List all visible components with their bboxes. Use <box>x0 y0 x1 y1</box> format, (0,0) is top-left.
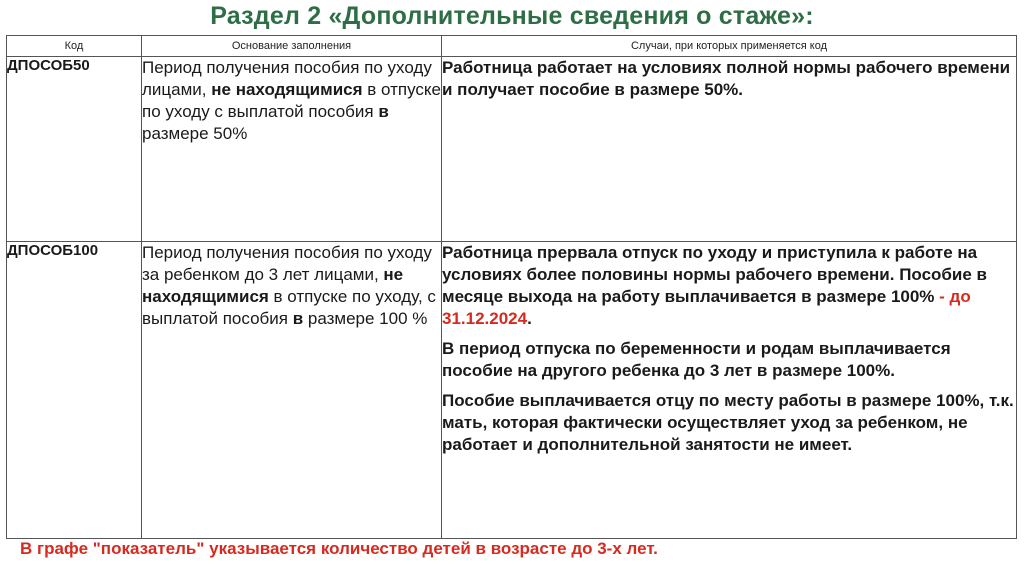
code-cell: ДПОСОБ50 <box>7 57 142 242</box>
table-row <box>7 242 1017 539</box>
basis-text: в отпуске по уходу, с выплатой пособия <box>142 287 436 328</box>
table-header-row <box>7 36 1017 57</box>
case-paragraph: Пособие выплачивается отцу по месту работы в размере 100%, т.к. мать, которая фактически осуществляет уход за ребенком, не работает и дополнительной занятости не имеет. <box>442 391 1014 454</box>
basis-text: размере 50% <box>142 124 248 143</box>
basis-text: размере 100 % <box>303 309 428 328</box>
table-row <box>7 57 1017 242</box>
cases-cell <box>442 57 1017 242</box>
case-paragraph: Работница работает на условиях полной нормы рабочего времени и получает пособие в размере 50%. <box>442 58 1011 99</box>
deadline-highlight: - до 31.12.2024 <box>442 287 971 328</box>
basis-cell <box>142 242 442 539</box>
basis-bold: не находящимися <box>142 265 404 306</box>
code-cell: ДПОСОБ100 <box>7 242 142 539</box>
basis-text: Период получения пособия по уходу за ребенком до 3 лет лицами, <box>142 243 432 284</box>
case-text: Работница прервала отпуск по уходу и приступила к работе на условиях более половины нормы рабочего времени. Пособие в месяце выхода на работу выплачивается в размере 100% <box>442 243 987 306</box>
basis-cell <box>142 57 442 242</box>
case-paragraph: В период отпуска по беременности и родам выплачивается пособие на другого ребенка до 3 лет в размере 100%. <box>442 339 951 380</box>
codes-table <box>6 35 1017 539</box>
header-basis: Основание заполнения <box>142 36 442 57</box>
header-code: Код <box>7 36 142 57</box>
case-text-tail: . <box>527 309 532 328</box>
basis-bold: не находящимися <box>211 80 363 99</box>
case-paragraph <box>442 242 1016 330</box>
basis-text: в отпуске по уходу с выплатой пособия <box>142 80 441 121</box>
basis-bold: в <box>292 309 304 328</box>
basis-text: Период получения пособия по уходу лицами, <box>142 58 432 99</box>
cases-cell <box>442 242 1017 539</box>
header-cases: Случаи, при которых применяется код <box>442 36 1017 57</box>
basis-bold: в <box>378 102 389 121</box>
footnote: В графе "показатель" указывается количество детей в возрасте до 3-х лет. <box>20 539 658 558</box>
page-title: Раздел 2 «Дополнительные сведения о стаже»: <box>210 2 814 30</box>
